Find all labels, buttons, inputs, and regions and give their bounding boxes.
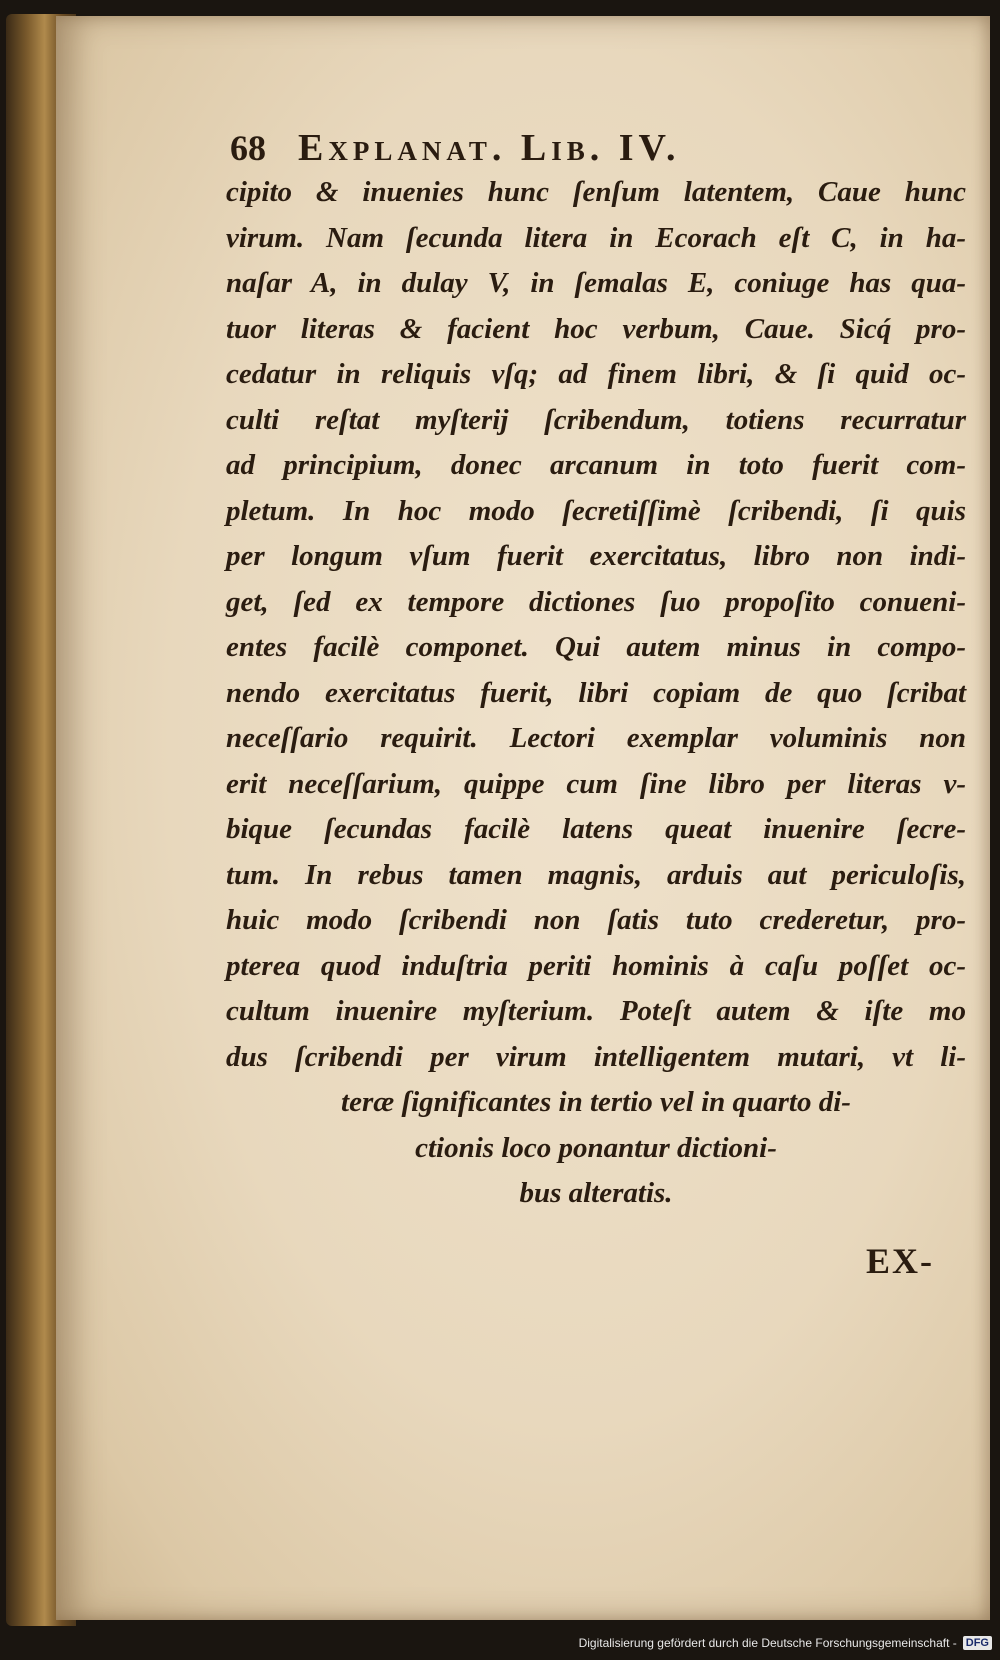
text-line: cedatur in reliquis vſq; ad finem libri, & ſi quid oc- (226, 358, 966, 390)
text-line: get, ſed ex tempore dictiones ſuo propoſito conueni- (226, 585, 966, 618)
catchword: EX- (866, 1241, 934, 1281)
text-line: naſar A, in dulay V, in ſemalas E, coniuge has qua- (226, 267, 966, 299)
digitization-credit (579, 1630, 992, 1656)
text-line: virum. Nam ſecunda litera in Ecorach eſt C, in ha- (226, 221, 966, 254)
text-line: tum. In rebus tamen magnis, arduis aut periculoſis, (226, 858, 966, 891)
text-line: cipito & inuenies hunc ſenſum latentem, Caue hunc (226, 176, 966, 208)
text-line: nendo exercitatus fuerit, libri copiam de quo ſcribat (226, 676, 966, 709)
text-line: pterea quod induſtria periti hominis à caſu poſſet oc- (226, 949, 966, 982)
running-title: Explanat. Lib. IV. (298, 127, 681, 169)
text-line: tuor literas & facient hoc verbum, Caue. Sicq́ pro- (226, 312, 966, 345)
text-line: per longum vſum fuerit exercitatus, libro non indi- (226, 540, 966, 572)
text-line: bique ſecundas facilè latens queat inuenire ſecre- (226, 813, 966, 845)
credit-text: Digitalisierung gefördert durch die Deutsche Forschungsgemeinschaft - (578, 1636, 957, 1650)
text-line: cultum inuenire myſterium. Poteſt autem & iſte mo (226, 995, 966, 1027)
text-line-centered: bus alteratis. (519, 1177, 673, 1209)
text-line: pletum. In hoc modo ſecretiſſimè ſcribendi, ſi quis (226, 494, 966, 527)
text-line: erit neceſſarium, quippe cum ſine libro per literas v- (226, 767, 966, 800)
text-line: dus ſcribendi per virum intelligentem mutari, vt li- (226, 1040, 966, 1073)
text-line-centered: ctionis loco ponantur dictioni- (415, 1131, 777, 1164)
text-line: entes facilè componet. Qui autem minus in compo- (226, 631, 966, 663)
page-header (230, 118, 870, 178)
text-line: neceſſario requirit. Lectori exemplar voluminis non (226, 722, 966, 754)
body-text (226, 170, 966, 1217)
text-line: ad principium, donec arcanum in toto fuerit com- (226, 449, 966, 481)
dfg-logo: DFG (963, 1636, 992, 1650)
text-line: culti reſtat myſterij ſcribendum, totiens recurratur (226, 403, 966, 436)
page-number: 68 (230, 128, 266, 168)
text-line: huic modo ſcribendi non ſatis tuto crederetur, pro- (226, 904, 966, 936)
text-line-centered: teræ ſignificantes in tertio vel in quarto di- (341, 1086, 851, 1118)
